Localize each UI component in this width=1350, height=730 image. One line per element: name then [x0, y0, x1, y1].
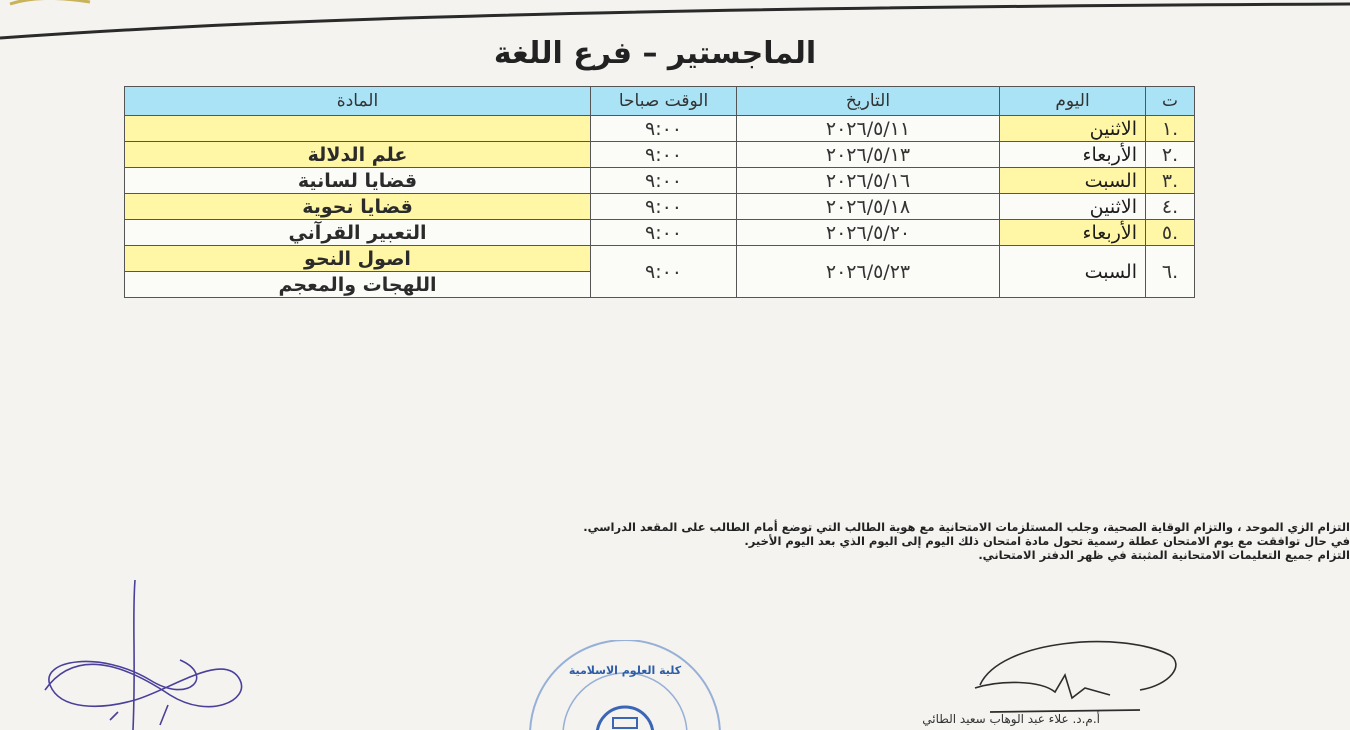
- row-date: ٢٠٢٦/٥/١٣: [737, 142, 1000, 168]
- row-date: ٢٠٢٦/٥/٢٠: [737, 220, 1000, 246]
- page-title: الماجستير – فرع اللغة: [493, 36, 817, 71]
- row-subject: التعبير القرآني: [125, 220, 591, 246]
- college-seal: [510, 640, 740, 730]
- header-date: التاريخ: [737, 87, 1000, 116]
- note-item: في حال توافقت مع يوم الامتحان عطلة رسمية تحول مادة امتحان ذلك اليوم إلى اليوم الذي بعد اليوم الأخير.: [744, 534, 1350, 548]
- row-time: ٩:٠٠: [591, 220, 737, 246]
- row-subject-spacer: [125, 116, 591, 142]
- row-subject: علم الدلالة: [125, 142, 591, 168]
- note-item: التزام الزي الموحد ، والتزام الوقاية الصحية، وجلب المستلزمات الامتحانية مع هوية الطالب التي توضع أمام الطالب على المقعد الدراسي.: [583, 520, 1350, 534]
- row-subject: قضايا لسانية: [125, 168, 591, 194]
- table-row: [125, 116, 1195, 142]
- row-time: ٩:٠٠: [591, 142, 737, 168]
- row-time: ٩:٠٠: [591, 116, 737, 142]
- header-num: ت: [1146, 87, 1195, 116]
- row-subject: قضايا نحوية: [125, 194, 591, 220]
- row-time: ٩:٠٠: [591, 194, 737, 220]
- row-num: .٥: [1146, 220, 1195, 246]
- signature-left: [40, 580, 270, 730]
- row-day: الاثنين: [1000, 116, 1146, 142]
- header-divider-line: [0, 0, 1350, 40]
- signatory-name: أ.م.د. علاء عبد الوهاب سعيد الطائي: [922, 712, 1100, 726]
- signature-right: [960, 630, 1200, 720]
- row-num: .١: [1146, 116, 1195, 142]
- table-header-row: [125, 87, 1195, 116]
- seal-text: كلية العلوم الاسلامية: [568, 664, 682, 677]
- row-num: .٦: [1146, 246, 1195, 298]
- row-subject: اللهجات والمعجم: [125, 272, 591, 298]
- row-date: ٢٠٢٦/٥/١٨: [737, 194, 1000, 220]
- exam-schedule-table: [124, 86, 1195, 298]
- row-day: الأربعاء: [1000, 220, 1146, 246]
- note-item: التزام جميع التعليمات الامتحانية المثبتة في ظهر الدفتر الامتحاني.: [978, 548, 1350, 562]
- row-date: ٢٠٢٦/٥/١٦: [737, 168, 1000, 194]
- row-date: ٢٠٢٦/٥/١١: [737, 116, 1000, 142]
- row-day: الاثنين: [1000, 194, 1146, 220]
- row-day: السبت: [1000, 246, 1146, 298]
- row-num: .٤: [1146, 194, 1195, 220]
- row-num: .٣: [1146, 168, 1195, 194]
- row-date: ٢٠٢٦/٥/٢٣: [737, 246, 1000, 298]
- row-time: ٩:٠٠: [591, 246, 737, 298]
- header-day: اليوم: [1000, 87, 1146, 116]
- row-time: ٩:٠٠: [591, 168, 737, 194]
- row-subject: اصول النحو: [125, 246, 591, 272]
- header-subject: المادة: [125, 87, 591, 116]
- row-day: الأربعاء: [1000, 142, 1146, 168]
- header-time: الوقت صباحا: [591, 87, 737, 116]
- exam-notes: [0, 520, 1350, 562]
- row-num: .٢: [1146, 142, 1195, 168]
- row-day: السبت: [1000, 168, 1146, 194]
